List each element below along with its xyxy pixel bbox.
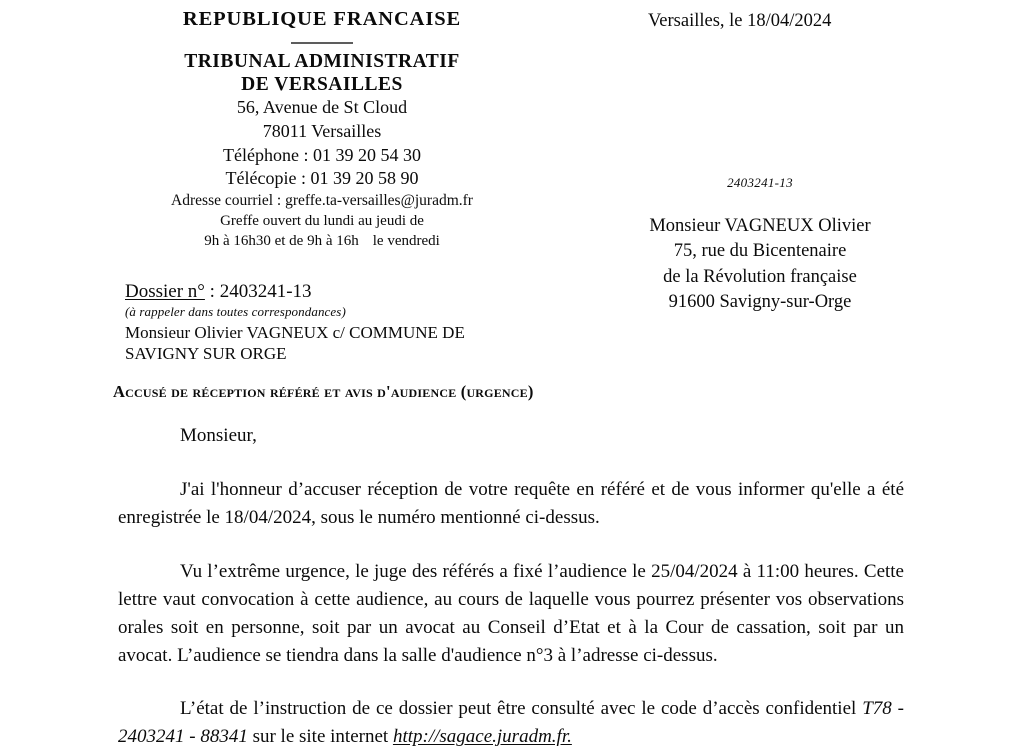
court-email: Adresse courriel : greffe.ta-versailles@juradm.fr: [171, 192, 473, 210]
recipient-name: Monsieur VAGNEUX Olivier: [649, 216, 871, 236]
access-code-intro: L’état de l’instruction de ce dossier peut être consulté avec le code d’accès confidentiel: [180, 698, 863, 720]
registry-hours-line1: Greffe ouvert du lundi au jeudi de: [220, 213, 424, 229]
subject-line: Accusé de réception référé et avis d'audience (urgence): [113, 382, 534, 401]
court-fax: Télécopie : 01 39 20 58 90: [225, 168, 419, 189]
recipient-city: 91600 Savigny-sur-Orge: [668, 292, 852, 313]
registry-hours-line2: [112, 232, 532, 252]
letterhead: [112, 6, 532, 252]
date-line: Versailles, le 18/04/2024: [648, 11, 832, 31]
court-name-line2: DE VERSAILLES: [241, 73, 403, 95]
dossier-number-line: [125, 281, 585, 303]
dossier-block: [125, 281, 585, 365]
dossier-parties: Monsieur Olivier VAGNEUX c/ COMMUNE DE SAVIGNY SUR ORGE: [125, 323, 465, 364]
dossier-label: Dossier n°: [125, 281, 205, 302]
registry-hours-weekday: 9h à 16h30 et de 9h à 16h: [204, 232, 359, 249]
dossier-separator: :: [204, 281, 220, 302]
case-reference-small: 2403241-13: [727, 175, 793, 190]
republic-title: REPUBLIQUE FRANCAISE: [182, 8, 462, 30]
registry-hours-friday: le vendredi: [372, 232, 440, 249]
header-divider: [291, 42, 353, 44]
court-address-city: 78011 Versailles: [262, 120, 382, 141]
court-phone: Téléphone : 01 39 20 54 30: [223, 144, 421, 165]
body-paragraph-1: J'ai l'honneur d’accuser réception de votre requête en référé et de vous informer qu'elle a été enregistrée le 18/04/2024, sous le numéro mentionné ci-dessus.: [118, 478, 904, 528]
court-address-street: 56, Avenue de St Cloud: [236, 96, 408, 117]
letter-body: [118, 422, 904, 751]
dossier-number: 2403241-13: [219, 281, 312, 302]
sagace-website-link[interactable]: http://sagace.juradm.fr.: [392, 726, 572, 748]
court-name-line1: TRIBUNAL ADMINISTRATIF: [184, 50, 460, 72]
access-code-value: T78 - 2403241 - 88341: [118, 698, 904, 748]
body-paragraph-3: [118, 695, 904, 751]
recipient-address-block: [600, 214, 920, 315]
website-intro: sur le site internet: [247, 726, 393, 748]
recipient-street: 75, rue du Bicentenaire: [673, 241, 847, 262]
body-paragraph-2: Vu l’extrême urgence, le juge des référés a fixé l’audience le 25/04/2024 à 11:00 heures. Cette lettre vaut convocation à cette audience, au cours de laquelle vous pourrez présenter vos observations orales soit en personne, soit par un avocat au Conseil d’Etat et à la Cour de cassation, soit par un avocat. L’audience se tiendra dans la salle d'audience n°3 à l’adresse ci-dessus.: [118, 560, 904, 666]
salutation: Monsieur,: [180, 425, 257, 446]
dossier-note: (à rappeler dans toutes correspondances): [125, 304, 346, 319]
recipient-street-2: de la Révolution française: [663, 266, 857, 287]
